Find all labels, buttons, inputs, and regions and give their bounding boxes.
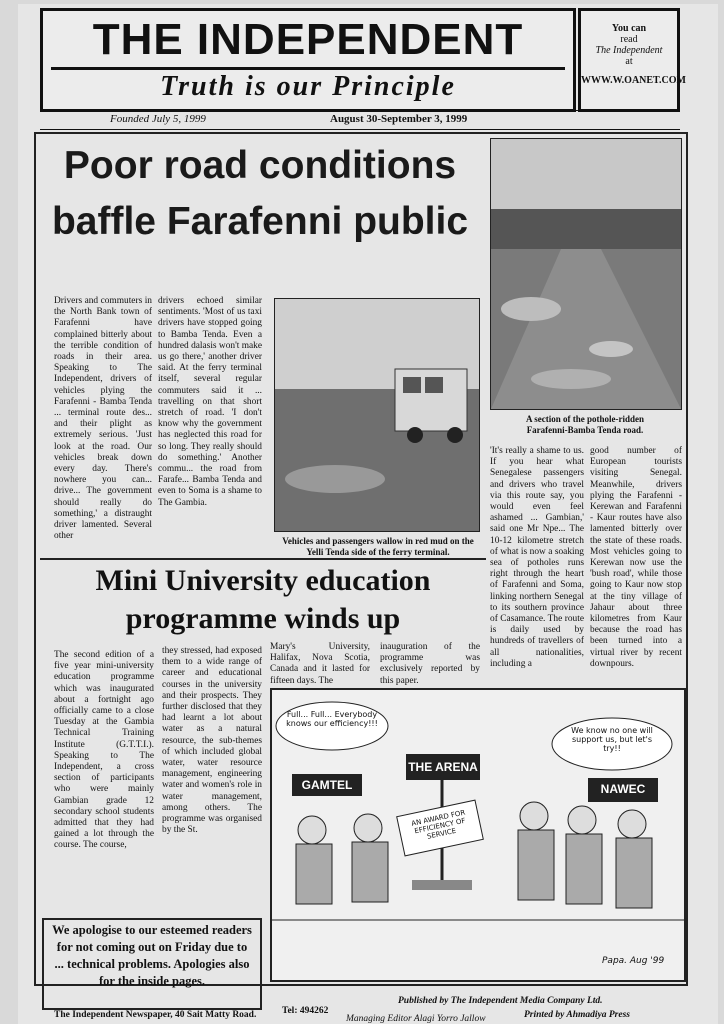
footer-editor: Managing Editor Alagi Yorro Jallow — [346, 1014, 486, 1024]
webbox-url: WWW.W.OANET.COM — [581, 75, 686, 86]
footer-tel: Tel: 494262 — [282, 1006, 329, 1016]
story1-column-1: Drivers and commuters in the North Bank town of Farafenni have complained bitterly about the terrible condition of roads in their area. Speaking to The Independent, drivers of vehicles plying the Farafenni - Bamba Tenda ... terminal route des... and their plight as extremely serious. 'Just look at the road. Our vehicles break down every day. There's nowhere you can... drive... The government should really do something,' a distraught driver lamented. Several other — [54, 296, 152, 542]
story1-column-3: 'It's really a shame to us. If you hear what Senegalese passengers and drivers who travel via this route say, you would even feel ashamed ... Gambian,' said one Mr Npe... The 10-12 kilometre stretch of what is now a soaking sea of potholes runs right through the heart of Farafenni and Soma, linking northern Senegal to its southern province of Casamance. The route is daily used by hundreds of travellers of all nationalities, including a — [490, 446, 584, 669]
story2-column-4: inauguration of the programme was exclusively reported by this paper. — [380, 642, 480, 686]
photo-vehicles-mud — [274, 298, 480, 532]
cartoon-sign-arena: THE ARENA — [408, 760, 478, 774]
cartoon-bubble-right: We know no one will support us, but let's try!! — [571, 726, 653, 753]
webbox-line-3: The Independent — [595, 45, 663, 56]
cartoon-award-sign: AN AWARD FOR EFFICIENCY OF SERVICE — [410, 808, 467, 841]
founded-date: Founded July 5, 1999 — [110, 113, 206, 125]
dateline — [40, 110, 680, 130]
vehicles-mud-image — [275, 299, 479, 531]
story1-column-2: drivers echoed similar sentiments. 'Most of us taxi drivers have stopped going to Bamba Tenda. Even a hundred dalasis won't make us go there,' another driver said. At the ferry terminal itself, several regular commuters said it ... travelling on that short stretch of road. 'I don't know why the government has neglected this road for so long. They really should do something.' Another commu... the road from Farafe... Bamba Tenda and even to Soma is a shame to The Gambia. — [158, 296, 262, 508]
footer — [46, 984, 686, 1024]
story2-column-3: Mary's University, Halifax, Nova Scotia, Canada and it lasted for fifteen days. The — [270, 642, 370, 686]
footer-publisher: Published by The Independent Media Company Ltd. — [398, 996, 603, 1006]
cartoon-sign-gamtel: GAMTEL — [301, 778, 353, 792]
website-box — [578, 8, 686, 112]
masthead-tagline: Truth is our Principle — [160, 71, 456, 102]
masthead-rule — [51, 67, 565, 70]
story1-headline: Poor road conditions baffle Farafenni public — [51, 144, 469, 243]
webbox-line-1: You can — [611, 23, 647, 34]
footer-printer: Printed by Ahmadiya Press — [524, 1010, 630, 1020]
apology-text: We apologise to our esteemed readers for not coming out on Friday due to ... technical problems. Apologies also for the inside pages. — [52, 923, 252, 988]
footer-address: The Independent Newspaper, 40 Sait Matty Road. — [54, 1010, 257, 1020]
webbox-line-2: read — [620, 34, 638, 45]
photo1-caption: A section of the pothole-ridden Farafenni-Bamba Tenda road. — [526, 414, 644, 435]
pothole-road-image — [491, 139, 681, 409]
cartoon-sign-nawec: NAWEC — [600, 782, 646, 796]
story2-column-1: The second edition of a five year mini-university education programme which was inaugurated about a fortnight ago officially came to a close Tuesday at the Gambia Technical Training Institute (G.T.T.I.). Speaking to The Independent, a cross section of participants who were mainly Gambian grade 12 secondary school students admitted that they had gained a lot through the course. The course, — [54, 650, 154, 851]
photo-pothole-road — [490, 138, 682, 410]
editorial-cartoon — [270, 688, 686, 982]
masthead — [40, 8, 576, 112]
masthead-title: THE INDEPENDENT — [92, 15, 524, 64]
photo2-caption: Vehicles and passengers wallow in red mud on the Yelli Tenda side of the ferry terminal. — [282, 536, 474, 557]
story2-headline: Mini University education programme winds up — [95, 564, 431, 635]
cartoon-signature: Papa. Aug '99 — [602, 956, 665, 966]
story2-rule — [40, 558, 486, 560]
issue-date: August 30-September 3, 1999 — [330, 113, 468, 125]
webbox-line-4: at — [625, 56, 633, 67]
cartoon-bubble-left: Full... Full... Everybody knows our efficiency!!! — [286, 710, 378, 728]
story2-column-2: they stressed, had exposed them to a wide range of career and educational courses in the university and their prospects. They further disclosed that they had learnt a lot about water as a natural resource, the sub-themes of which included global water, water resource management, engineering water and women's role in water management, among others. The programme was organised by the St. — [162, 646, 262, 836]
story1-column-4: good number of European tourists visiting Senegal. Meanwhile, drivers plying the Farafenni - Kerewan and Farafenni - Kaur routes have also lamented bitterly over the state of these roads. Most vehicles going to Kerewan now use the 'bush road', while those going to Kaur now stop at the tiny village of Jahaur about three kilometres from Kaur because the road has been turned into a virtual river by recent downpours. — [590, 446, 682, 669]
